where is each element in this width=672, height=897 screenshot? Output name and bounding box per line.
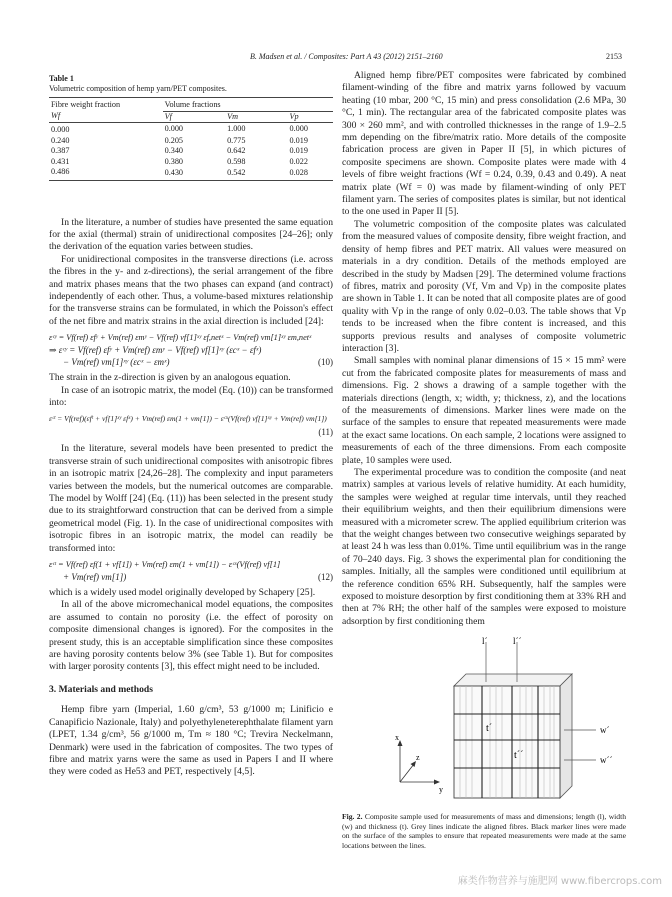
cell: 0.340 [164, 146, 184, 155]
table-1-label: Table 1 [49, 74, 74, 83]
watermark: 麻类作物营养与施肥网 www.fibercrops.com [457, 876, 662, 887]
equation-11 [49, 413, 333, 439]
equation-number: (10) [318, 357, 333, 368]
cell: 1.000 [227, 124, 246, 133]
equation-line: − Vm(ref) νm[1]ˣʸ (εcˣ − εmˣ) [63, 357, 170, 368]
right-column [342, 70, 626, 851]
table-1 [49, 97, 333, 181]
cell: 0.000 [164, 124, 184, 133]
label-l1: l´ [482, 636, 488, 647]
table-row [49, 157, 333, 168]
equation-10 [49, 332, 333, 368]
cell: 0.000 [51, 125, 70, 134]
paragraph: In the literature, a number of studies have presented the same equation for the axial (thermal) strain of unidirectional composites [24–26]; only the derivation of the equation varies between studies. [49, 216, 333, 253]
equation-line: εᶜᵗ = Vf(ref) εf(1 + νf[1]) + Vm(ref) εm(1 + νm[1]) − εᶜˣ(Vf(ref) νf[1] [49, 560, 281, 570]
figure-label: Fig. 2. [342, 812, 363, 822]
figure-2-caption [342, 812, 626, 850]
cell: 0.380 [164, 156, 184, 166]
cell: 0.387 [51, 146, 70, 155]
figure-2 [342, 636, 626, 812]
cell: 0.019 [289, 146, 308, 155]
cell: 0.431 [51, 156, 70, 166]
table-col-vm: Vm [227, 111, 238, 121]
paragraph: In case of an isotropic matrix, the model (Eq. (10)) can be transformed into: [49, 384, 333, 408]
label-l2: l´´ [513, 636, 522, 647]
cell: 0.000 [289, 124, 308, 133]
equation-line: ⇒ εᶜʸ = Vf(ref) εfʸ + Vm(ref) εmʸ − Vf(ref) νf[1]ˣʸ (εcˣ − εfˣ) [49, 345, 262, 356]
equation-12 [49, 559, 333, 583]
paragraph: The strain in the z-direction is given by an analogous equation. [49, 372, 291, 384]
axis-y: y [439, 785, 443, 795]
label-t1: t´ [486, 723, 493, 735]
table-1-caption [49, 74, 333, 94]
paragraph: For unidirectional composites in the transverse directions (i.e. across the fibres in the y- and z-directions), the serial arrangement of the fibre and matrix phases means that the two phases can expand (and contract) independently of each other. Thus, a volume-based mixtures relationship for the transverse strains can be formulated, in which the Poisson's effect of the net fibre and matrix strains in the axial direction is included [24]: [49, 253, 333, 327]
equation-line: + Vm(ref) νm[1]) [63, 572, 127, 583]
paragraph: In all of the above micromechanical model equations, the composites are assumed to contain no porosity (i.e. the effect of porosity on composite dimensional changes is ignored). For the composites in the present study, this is an acceptable simplification since these composites are having porosity contents below 3% (see Table 1). But for composites with larger porosity contents [3], this effect might need to be included. [49, 599, 333, 673]
cell: 0.240 [51, 135, 70, 145]
table-col-vf: Vf [164, 111, 172, 121]
axis-z: z [416, 753, 420, 763]
cell: 0.542 [227, 168, 246, 177]
cell: 0.205 [164, 135, 184, 145]
label-w1: w´ [600, 725, 610, 736]
left-column [49, 70, 333, 779]
table-row [49, 146, 333, 157]
label-t2: t´´ [514, 750, 524, 762]
label-w2: w´´ [600, 755, 613, 766]
table-col-vp: Vp [289, 111, 299, 121]
table-row [49, 123, 333, 136]
table-group-volume: Volume fractions [163, 98, 333, 112]
page-number: 2153 [606, 52, 622, 61]
equation-line: εᶜᵗ = Vf(ref)(εfᵗ + νf[1]ˣʸ εfˣ) + Vm(ref) εm(1 + νm[1]) − εᶜˣ(Vf(ref) νf[1]ˣʸ + Vm(ref) νm[1]) [49, 414, 327, 424]
table-row [49, 167, 333, 180]
table-1-title: Volumetric composition of hemp yarn/PET composites. [49, 84, 227, 93]
equation-number: (12) [318, 572, 333, 583]
cell: 0.019 [289, 135, 308, 145]
table-row [49, 136, 333, 147]
axis-x: x [395, 733, 399, 743]
paragraph: Small samples with nominal planar dimensions of 15 × 15 mm² were cut from the fabricated composite plates for measurements of mass and dimensions. Fig. 2 shows a drawing of a sample together with the materials directions (length, x; width, y; thickness, z), and the locations of the measurements of dimensions. Marker lines were made on the surface of the samples to ensure that repeated measurements were made at the exact same locations. On each sample, 2 locations were assigned to measurements of each of the three dimensions. From each composite plate, 10 samples were used. [342, 355, 626, 466]
section-heading: 3. Materials and methods [49, 683, 153, 695]
cell: 0.486 [51, 167, 70, 176]
paragraph: which is a widely used model originally developed by Schapery [25]. [49, 587, 316, 599]
cell: 0.028 [289, 168, 308, 177]
cell: 0.598 [227, 156, 246, 166]
equation-number: (11) [318, 427, 333, 438]
cell: 0.775 [227, 135, 246, 145]
paragraph: Hemp fibre yarn (Imperial, 1.60 g/cm³, 53 g/1000 m; Linificio e Canapificio Nazionale, Italy) and polyethyleneterephthalate filament yarn (LPET, 1.34 g/cm³, 56 g/1000 m, Tm ≈ 180 °C; Trevira Neckelmann, Denmark) were used in the fabrication of composites. The two types of fibre and matrix yarns were the same as used in Papers I and II where they were coded as He53 and PET, respectively [4,5]. [49, 704, 333, 778]
equation-line: εᶜʸ = Vf(ref) εfʸ + Vm(ref) εmʸ − Vf(ref) νf[1]ˣʸ εf,netˣ − Vm(ref) νm[1]ˣʸ εm,netˣ [49, 333, 312, 343]
table-group-fibre-weight: Fibre weight fraction [51, 100, 121, 110]
cell: 0.022 [289, 156, 308, 166]
cell: 0.642 [227, 146, 246, 155]
paragraph: The volumetric composition of the composite plates was calculated from the measured values of composite density, fibre weight fraction, and density of hemp fibres and PET matrix. All values were measured on materials in a dry condition. Details of the methods employed are described in the study by Madsen [29]. The determined volume fractions of fibres, matrix and porosity (Vf, Vm and Vp) in the composite plates are shown in Table 1. It can be noted that all composite plates are of good quality with Vp in the range of only 0.02–0.03. The table shows that Vp tends to be increased when the fibre content is increased, and this supports previous results and analyses of composite volumetric interaction [3]. [342, 218, 626, 354]
paragraph: In the literature, several models have been presented to predict the transverse strain of such unidirectional composites with anisotropic fibres in an isotropic matrix [24,26–28]. The complexity and input parameters varies between the models, but the numerical outcomes are comparable. The model by Wolff [24] (Eq. (11)) has been selected in the present study due to its straightforward construction that can be derived from a simple geometrical model (Fig. 1). In the case of unidirectional composites with isotropic fibres in an isotropic matrix, the model can readily be transformed into: [49, 443, 333, 554]
paragraph: Aligned hemp fibre/PET composites were fabricated by combined filament-winding of the fibre and matrix yarns followed by vacuum heating (10 mbar, 200 °C, 15 min) and press consolidation (2.6 MPa, 30 °C, 1 min). The rectangular area of the fabricated composite plates was 300 × 260 mm², and with controlled thicknesses in the range of 1.9–2.5 mm depending on the fibre/matrix ratio. More details of the composite fabrication process are given in Paper II [5], in which pictures of composite specimens are shown. Composite plates were made with 4 levels of fibre weight fractions (Wf = 0.24, 0.39, 0.43 and 0.49). A neat matrix plate (Wf = 0) was made by filament-winding of only PET filament yarn. The series of composites plates is similar, but not identical to the one used in Paper II [5]. [342, 70, 626, 218]
cell: 0.430 [164, 168, 184, 177]
sample-drawing [342, 636, 626, 812]
figure-caption-text: Composite sample used for measurements of mass and dimensions; length (l), width (w) and thickness (t). Grey lines indicate the aligned fibres. Black marker lines were made on the surface of the samples to ensure that repeated measurements were made at the same locations between the lines. [342, 812, 626, 851]
table-col-wf: Wf [51, 111, 61, 121]
paragraph: The experimental procedure was to condition the composite (and neat matrix) samples at various levels of relative humidity. At each humidity, the samples were weighed at regular time intervals, until they reached their equilibrium weights, and then their equilibrium dimensions were measured with a micrometer screw. The applied equilibrium criterion was that the weight changes between two consecutive weighings separated by at least 24 h was less than 0.01%. Time until equilibrium was in the range of 70–240 days. Fig. 3 shows the experimental plan for conditioning the samples. Initially, all the samples were conditioned until equilibrium at the reference condition 65% RH. Subsequently, half the samples were exposed to moisture desorption by first conditioning them at 33% RH and then at 7% RH; the other half of the samples were exposed to moisture adsorption by first conditioning them [342, 467, 626, 627]
journal-citation: B. Madsen et al. / Composites: Part A 43 (2012) 2151–2160 [250, 52, 443, 61]
